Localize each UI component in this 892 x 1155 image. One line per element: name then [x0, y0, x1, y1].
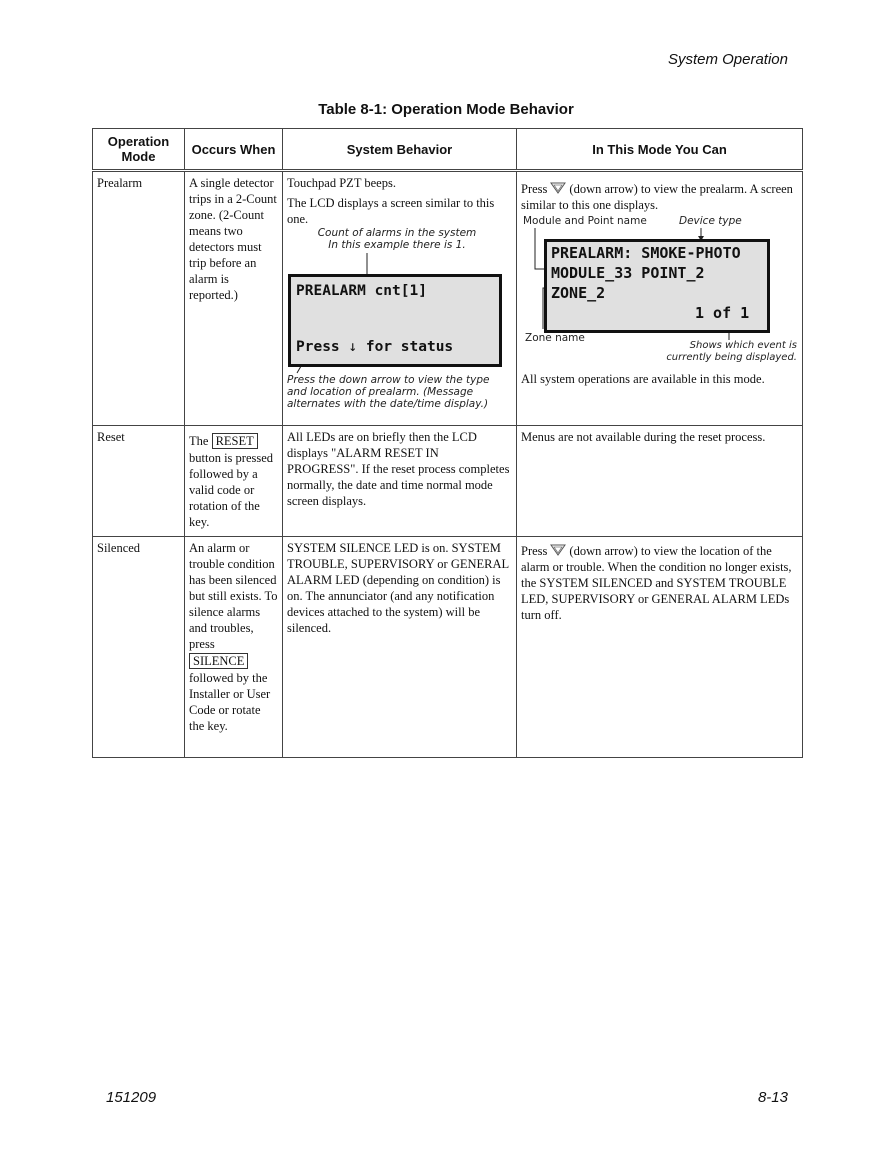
table-row	[93, 426, 803, 537]
table-row	[93, 537, 803, 758]
cando-footer-text: All system operations are available in this mode.	[521, 372, 765, 386]
module-point-label: Module and Point name	[523, 215, 647, 227]
table-title: Table 8-1: Operation Mode Behavior	[318, 101, 574, 118]
cell-cando-prealarm	[517, 171, 803, 426]
lcd-line: Press ↓ for status	[296, 339, 454, 355]
cell-mode-prealarm: Prealarm	[93, 171, 185, 426]
cell-occurs-prealarm: A single detector trips in a 2-Count zone. (2-Count means two detectors must trip before an alarm is reported.)	[185, 171, 283, 426]
page-number: 8-13	[757, 1089, 788, 1106]
device-type-label: Device type	[679, 215, 742, 227]
reset-key: RESET	[212, 433, 258, 449]
prealarm-detail-figure	[521, 215, 797, 370]
running-header: System Operation	[667, 51, 788, 68]
column-header-behavior: System Behavior	[283, 129, 517, 171]
table-header-row	[93, 129, 803, 171]
cell-occurs-silenced: An alarm or trouble condition has been silenced but still exists. To silence alarms and troubles, press SILENCE followed by the Installer or User Code or rotate the key.	[185, 537, 283, 758]
down-arrow-annotation: Press the down arrow to view the type and location of prealarm. (Message alternates with the date/time display.)	[287, 374, 490, 410]
document-number: 151209	[106, 1089, 157, 1106]
lcd-line: 1 of 1	[695, 304, 750, 322]
lcd-line: ZONE_2	[551, 284, 606, 302]
lcd-screen	[544, 239, 770, 333]
lcd-screen	[288, 274, 502, 367]
behavior-text: Touchpad PZT beeps.	[287, 176, 396, 190]
column-header-occurs: Occurs When	[185, 129, 283, 171]
column-header-cando: In This Mode You Can	[517, 129, 803, 171]
silence-key: SILENCE	[189, 653, 248, 669]
zone-name-label: Zone name	[525, 332, 585, 344]
down-arrow-key-icon	[550, 544, 566, 556]
cell-behavior-prealarm	[283, 171, 517, 426]
event-count-label: Shows which event is currently being displayed.	[666, 340, 797, 363]
behavior-text: The LCD displays a screen similar to this one.	[287, 196, 495, 226]
lcd-line: PREALARM: SMOKE-PHOTO	[551, 244, 741, 262]
down-arrow-key-icon	[550, 182, 566, 194]
cell-mode-silenced: Silenced	[93, 537, 185, 758]
cando-text: Press (down arrow) to view the prealarm. A screen similar to this one displays.	[521, 182, 793, 212]
down-arrow-icon: ↓	[348, 339, 358, 355]
table-row	[93, 171, 803, 426]
lcd-line: PREALARM cnt[1]	[296, 283, 427, 299]
cell-behavior-silenced: SYSTEM SILENCE LED is on. SYSTEM TROUBLE, SUPERVISORY or GENERAL ALARM LED (depending on condition) is on. The annunciator (and any notification devices attached to the system) will be silenced.	[283, 537, 517, 758]
count-annotation: Count of alarms in the system In this example there is 1.	[317, 227, 477, 251]
lcd-line: MODULE_33 POINT_2	[551, 264, 705, 282]
cell-cando-reset: Menus are not available during the reset process.	[517, 426, 803, 537]
prealarm-lcd-figure	[287, 227, 513, 422]
column-header-mode: Operation Mode	[93, 129, 185, 171]
operation-mode-table	[92, 128, 803, 758]
cell-cando-silenced: Press (down arrow) to view the location of the alarm or trouble. When the condition no longer exists, the SYSTEM SILENCED and SYSTEM TROUBLE LED, SUPERVISORY or GENERAL ALARM LEDs turn off.	[517, 537, 803, 758]
cell-occurs-reset: The RESET button is pressed followed by a valid code or rotation of the key.	[185, 426, 283, 537]
cell-mode-reset: Reset	[93, 426, 185, 537]
cell-behavior-reset: All LEDs are on briefly then the LCD displays "ALARM RESET IN PROGRESS". If the reset process completes normally, the date and time normal mode screen displays.	[283, 426, 517, 537]
